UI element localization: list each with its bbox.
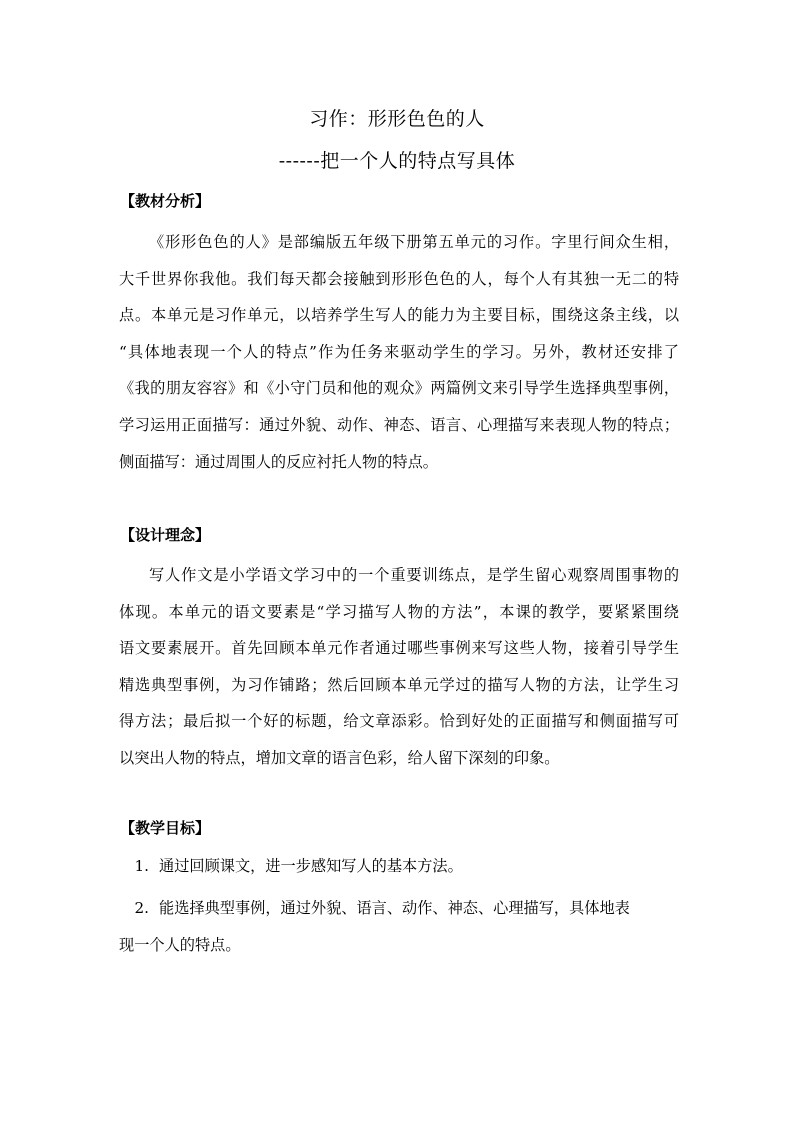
- section-heading-textbook-analysis: 【教材分析】: [120, 192, 211, 210]
- list-item: [119, 890, 679, 963]
- list-item-text-continued: 现一个人的特点。: [119, 935, 241, 954]
- paragraph-line: 得方法；最后拟一个好的标题，给文章添彩。恰到好处的正面描写和侧面描写可: [119, 712, 679, 731]
- paragraph-line: 《形形色色的人》是部编版五年级下册第五单元的习作。字里行间众生相，: [149, 233, 679, 251]
- page-subtitle: ------把一个人的特点写具体: [278, 150, 516, 172]
- list-number: 1.: [134, 857, 149, 875]
- section-heading-teaching-objectives: 【教学目标】: [120, 819, 211, 837]
- paragraph-line: 精选典型事例，为习作铺路；然后回顾本单元学过的描写人物的方法，让学生习: [119, 675, 679, 694]
- section-heading-design-concept: 【设计理念】: [120, 526, 211, 544]
- paragraph-line: “具体地表现一个人的特点”作为任务来驱动学生的学习。另外，教材还安排了: [119, 342, 679, 361]
- paragraph-line: 语文要素展开。首先回顾本单元作者通过哪些事例来写这些人物，接着引导学生: [119, 639, 679, 658]
- list-item-text: 能选择典型事例，通过外貌、语言、动作、神态、心理描写，具体地表: [159, 899, 630, 917]
- paragraph-line: 写人作文是小学语文学习中的一个重要训练点，是学生留心观察周围事物的: [149, 566, 679, 584]
- section-body-design-concept: [119, 557, 679, 777]
- paragraph-line: 侧面描写：通过周围人的反应衬托人物的特点。: [119, 452, 438, 471]
- paragraph-line: 点。本单元是习作单元，以培养学生写人的能力为主要目标，围绕这条主线，以: [119, 306, 679, 325]
- paragraph-line: 以突出人物的特点，增加文章的语言色彩，给人留下深刻的印象。: [119, 748, 560, 767]
- list-number: 2.: [134, 899, 149, 917]
- paragraph-line: 学习运用正面描写：通过外貌、动作、神态、语言、心理描写来表现人物的特点；: [119, 415, 679, 434]
- paragraph-line: 《我的朋友容容》和《小守门员和他的观众》两篇例文来引导学生选择典型事例，: [119, 379, 679, 398]
- paragraph-line: 大千世界你我他。我们每天都会接触到形形色色的人，每个人有其独一无二的特: [119, 269, 679, 288]
- page-title: 习作：形形色色的人: [309, 108, 485, 130]
- list-item: [119, 848, 679, 885]
- list-item-text: 通过回顾课文，进一步感知写人的基本方法。: [159, 857, 463, 875]
- section-body-textbook-analysis: [119, 224, 679, 480]
- paragraph-line: 体现。本单元的语文要素是“学习描写人物的方法”，本课的教学，要紧紧围绕: [119, 602, 679, 621]
